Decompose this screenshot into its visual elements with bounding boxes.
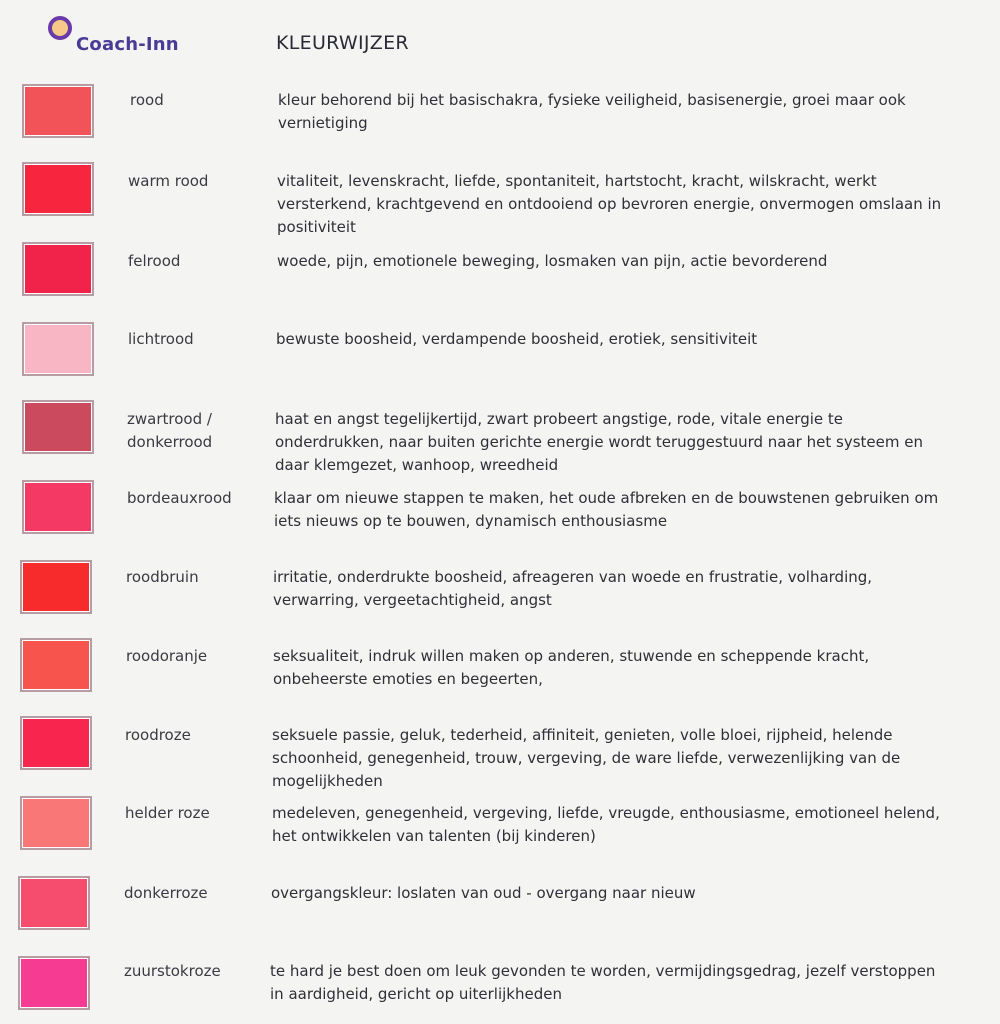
coach-inn-logo xyxy=(48,14,198,58)
color-name: helder roze xyxy=(125,804,210,822)
color-description: klaar om nieuwe stappen te maken, het oude afbreken en de bouwstenen gebruiken om iets nieuws op te bouwen, dynamisch enthousiasme xyxy=(274,489,939,530)
color-name: bordeauxrood xyxy=(127,489,232,507)
color-swatch xyxy=(22,322,94,376)
color-description: medeleven, genegenheid, vergeving, liefde, vreugde, enthousiasme, emotioneel helend, het ontwikkelen van talenten (bij kinderen) xyxy=(272,804,940,845)
page-title: KLEURWIJZER xyxy=(276,32,409,54)
color-description: woede, pijn, emotionele beweging, losmaken van pijn, actie bevorderend xyxy=(277,252,828,270)
color-name: warm rood xyxy=(128,172,209,190)
color-description: te hard je best doen om leuk gevonden te worden, vermijdingsgedrag, jezelf verstoppen in aardigheid, gericht op uiterlijkheden xyxy=(270,962,936,1003)
color-description: seksuele passie, geluk, tederheid, affiniteit, genieten, volle bloei, rijpheid, helende schoonheid, genegenheid, trouw, vergeving, de ware liefde, verwezenlijking van de mogelijkheden xyxy=(272,726,901,790)
color-description: kleur behorend bij het basischakra, fysieke veiligheid, basisenergie, groei maar ook vernietiging xyxy=(278,91,906,132)
color-swatch xyxy=(20,638,92,692)
color-swatch xyxy=(22,84,94,138)
logo-text: Coach-Inn xyxy=(76,34,179,55)
color-name: roodbruin xyxy=(126,568,199,586)
color-swatch xyxy=(20,560,92,614)
color-swatch xyxy=(20,716,92,770)
color-name: zwartrood / donkerrood xyxy=(127,410,213,451)
color-name: roodoranje xyxy=(126,647,208,665)
color-swatch xyxy=(18,956,90,1010)
color-swatch xyxy=(22,162,94,216)
color-name: rood xyxy=(130,91,164,109)
color-swatch xyxy=(22,400,94,454)
logo-ring-icon xyxy=(48,16,72,40)
color-description: overgangskleur: loslaten van oud - overgang naar nieuw xyxy=(271,884,696,902)
color-description: irritatie, onderdrukte boosheid, afreageren van woede en frustratie, volharding, verwarring, vergeetachtigheid, angst xyxy=(273,568,873,609)
color-description: seksualiteit, indruk willen maken op anderen, stuwende en scheppende kracht, onbeheerste emoties en begeerten, xyxy=(273,647,870,688)
color-swatch xyxy=(22,480,94,534)
color-name: zuurstokroze xyxy=(124,962,221,980)
color-description: bewuste boosheid, verdampende boosheid, erotiek, sensitiviteit xyxy=(276,330,758,348)
color-description: haat en angst tegelijkertijd, zwart probeert angstige, rode, vitale energie te onderdrukken, naar buiten gerichte energie wordt teruggestuurd naar het systeem en daar klemgezet, wanhoop, wreedheid xyxy=(275,410,923,474)
color-swatch xyxy=(22,242,94,296)
color-description: vitaliteit, levenskracht, liefde, spontaniteit, hartstocht, kracht, wilskracht, werkt versterkend, krachtgevend en ontdooiend op bevroren energie, onvermogen omslaan in positiviteit xyxy=(277,172,942,236)
color-swatch xyxy=(18,876,90,930)
color-name: felrood xyxy=(128,252,181,270)
color-swatch xyxy=(20,796,92,850)
color-name: donkerroze xyxy=(124,884,208,902)
color-name: lichtrood xyxy=(128,330,194,348)
color-name: roodroze xyxy=(125,726,191,744)
